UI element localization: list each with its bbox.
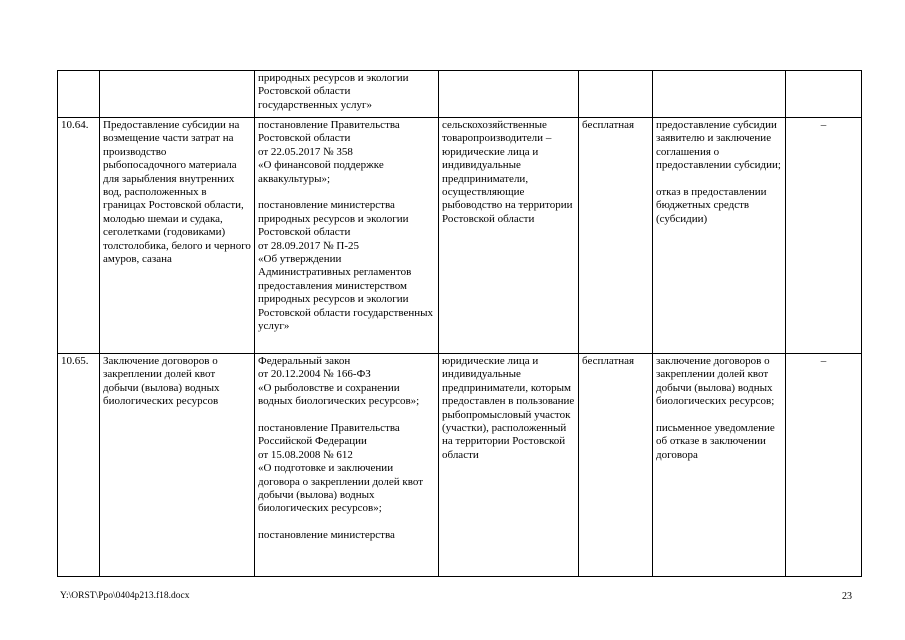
payment-cell [579, 71, 653, 118]
note-cell: – [786, 118, 862, 354]
payment-cell: бесплатная [579, 118, 653, 354]
service-name-cell: Заключение договоров о закреплении долей квот добычи (вылова) водных биологических ресурсов [100, 354, 255, 577]
legal-basis-cell: природных ресурсов и экологии Ростовской области государственных услуг» [255, 71, 439, 118]
legal-basis-cell: постановление Правительства Ростовской области от 22.05.2017 № 358 «О финансовой поддержке аквакультуры»; постановление министерства природных ресурсов и экологии Ростовской области от 28.09.2017 № П-25 «Об утверждении Административных регламентов предоставления министерством природных ресурсов и экологии Ростовской области государственных услуг» [255, 118, 439, 354]
payment-cell: бесплатная [579, 354, 653, 577]
service-name-cell: Предоставление субсидии на возмещение части затрат на производство рыбопосадочного материала для зарыбления внутренних вод, расположенных в границах Ростовской области, молодью шемаи и судака, сеголетками (годовиками) толстолобика, белого и черного амуров, сазана [100, 118, 255, 354]
result-cell: предоставление субсидии заявителю и заключение соглашения о предоставлении субсидии; отказ в предоставлении бюджетных средств (субсидии) [653, 118, 786, 354]
footer-page-number: 23 [842, 591, 852, 602]
service-name-cell [100, 71, 255, 118]
legal-basis-cell: Федеральный закон от 20.12.2004 № 166-ФЗ «О рыболовстве и сохранении водных биологических ресурсов»; постановление Правительства Российской Федерации от 15.08.2008 № 612 «О подготовке и заключении договора о закреплении долей квот добычи (вылова) водных биологических ресурсов»; постановление министерства [255, 354, 439, 577]
note-cell [786, 71, 862, 118]
row-number-cell: 10.64. [58, 118, 100, 354]
result-cell: заключение договоров о закреплении долей квот добычи (вылова) водных биологических ресурсов; письменное уведомление об отказе в заключении договора [653, 354, 786, 577]
row-number-cell: 10.65. [58, 354, 100, 577]
recipients-cell: юридические лица и индивидуальные предприниматели, которым предоставлен в пользование рыбопромысловый участок (участки), расположенный на территории Ростовской области [439, 354, 579, 577]
table-row [58, 71, 862, 118]
table-row [58, 118, 862, 354]
note-cell: – [786, 354, 862, 577]
result-cell [653, 71, 786, 118]
table-row [58, 354, 862, 577]
footer-file-path: Y:\ORST\Ppo\0404p213.f18.docx [60, 591, 190, 601]
recipients-cell: сельскохозяйственные товаропроизводители – юридические лица и индивидуальные предприниматели, осуществляющие рыбоводство на территории Ростовской области [439, 118, 579, 354]
services-table [57, 70, 862, 577]
row-number-cell [58, 71, 100, 118]
recipients-cell [439, 71, 579, 118]
